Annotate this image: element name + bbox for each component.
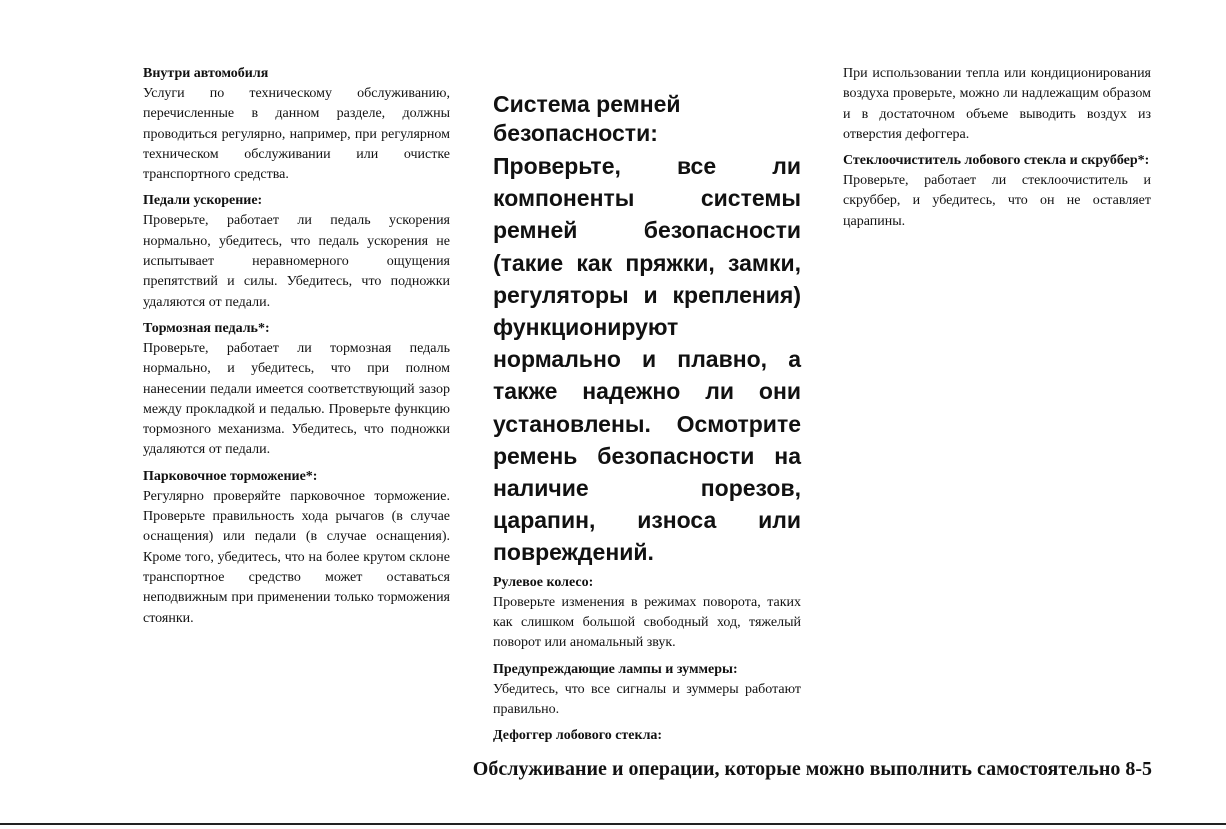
section-wiper-washer bbox=[843, 151, 1151, 232]
section-warning-lamps bbox=[493, 660, 801, 721]
section-heading: Тормозная педаль*: bbox=[143, 320, 270, 336]
bottom-divider bbox=[0, 823, 1226, 825]
section-text: При использовании тепла или кондиционирования воздуха проверьте, можно ли надлежащим образом и в достаточном объеме выводить воздух из отверстия дефоггера. bbox=[843, 66, 1151, 142]
section-windshield-defogger bbox=[493, 726, 801, 746]
section-text: Проверьте изменения в режимах поворота, таких как слишком большой свободный ход, тяжелый поворот или аномальный звук. bbox=[493, 594, 801, 651]
section-heading: Парковочное торможение*: bbox=[143, 468, 318, 484]
section-text: Убедитесь, что все сигналы и зуммеры работают правильно. bbox=[493, 681, 801, 717]
section-text: Услуги по техническому обслуживанию, перечисленные в данном разделе, должны проводиться регулярно, например, при регулярном техническом обслуживании или очистке транспортного средства. bbox=[143, 86, 450, 183]
section-heading: Рулевое колесо: bbox=[493, 574, 594, 590]
section-text: Проверьте, работает ли тормозная педаль нормально, и убедитесь, что при полном нанесении педали имеется соответствующий зазор между прокладкой и педалью. Проверьте функцию тормозного механизма. Убедитесь, что подножки удаляются от педали. bbox=[143, 340, 450, 458]
column-middle bbox=[493, 90, 801, 752]
seatbelt-title: Система ремней безопасности: bbox=[493, 91, 681, 146]
seatbelt-text: Проверьте, все ли компоненты системы ремней безопасности (такие как пряжки, замки, регуляторы и крепления) функционируют нормально и плавно, а также надежно ли они установлены. Осмотрите ремень безопасности на наличие порезов, царапин, износа или повреждений. bbox=[493, 153, 801, 566]
section-defogger-continued bbox=[843, 64, 1151, 145]
section-heading: Стеклоочиститель лобового стекла и скруббер*: bbox=[843, 153, 1150, 169]
section-steering-wheel bbox=[493, 573, 801, 654]
column-right bbox=[843, 64, 1151, 238]
section-heading: Педали ускорение: bbox=[143, 193, 263, 209]
section-accelerator-pedal bbox=[143, 191, 450, 312]
section-text: Проверьте, работает ли педаль ускорения нормально, убедитесь, что педаль ускорения не испытывает неравномерного ощущения препятствий и силы. Убедитесь, что подножки удаляются от педали. bbox=[143, 213, 450, 310]
section-parking-brake bbox=[143, 467, 450, 629]
section-brake-pedal bbox=[143, 319, 450, 461]
section-heading: Дефоггер лобового стекла: bbox=[493, 728, 663, 744]
section-heading: Предупреждающие лампы и зуммеры: bbox=[493, 661, 738, 677]
section-text: Проверьте, работает ли стеклоочиститель и скруббер, и убедитесь, что он не оставляет царапины. bbox=[843, 173, 1151, 229]
section-interior bbox=[143, 64, 450, 185]
column-left bbox=[143, 64, 450, 635]
section-text: Регулярно проверяйте парковочное торможение. Проверьте правильность хода рычагов (в случае оснащения) или педали (в случае оснащения). Кроме того, убедитесь, что на более крутом склоне транспортное средство может оставаться неподвижным при применении только торможения стоянки. bbox=[143, 488, 450, 626]
page-footer: Обслуживание и операции, которые можно выполнить самостоятельно 8-5 bbox=[472, 758, 1152, 780]
section-heading: Внутри автомобиля bbox=[143, 66, 269, 81]
